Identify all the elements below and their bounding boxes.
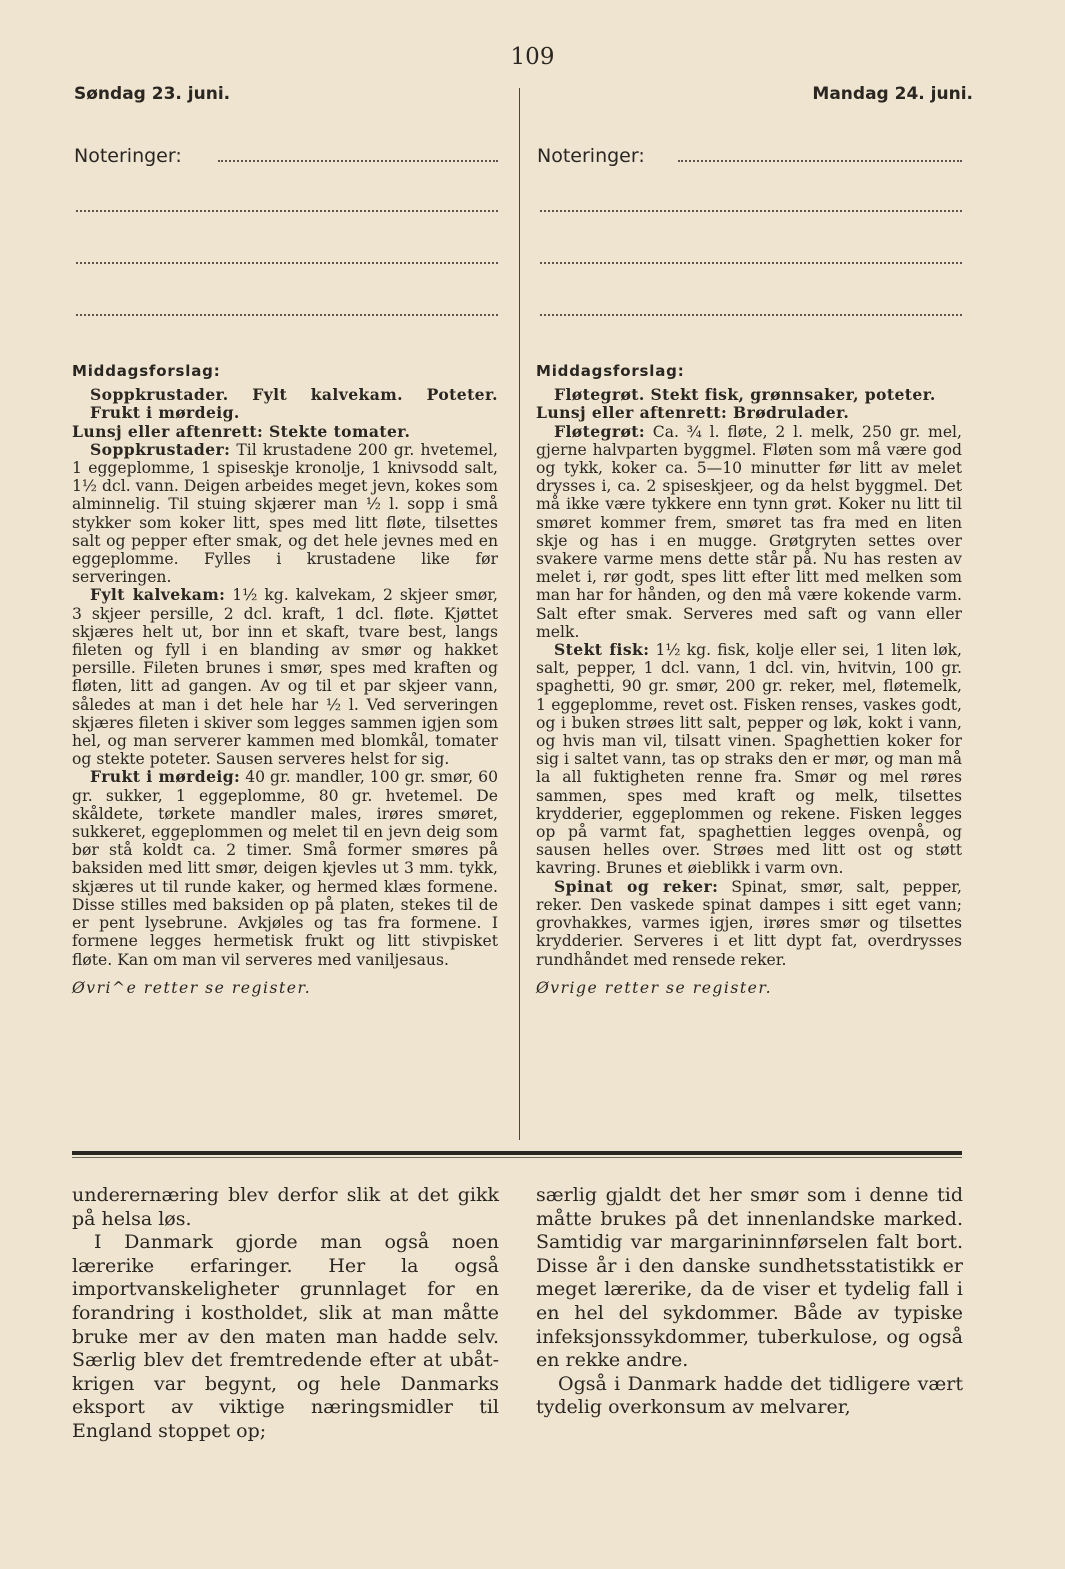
notes-line-right-1 [678,160,962,162]
recipe-text: 1½ kg. kalvekam, 2 skjeer smør, 3 skjeer persille, 2 dcl. kraft, 1 dcl. fløte. Kjøttet skjæres helt ut, bor inn et skaft, tvare best, langs fileten og fyll i en blanding av smør og hakket persille. Fileten brunes i smør, spes med kraften og fløten, litt ad gangen. Av og til et par skjeer vann, således at man i det hele har ½ l. Ved serveringen skjæres fileten i skiver som legges sammen igjen som hel, og man serverer kammen med blomkål, tomater og stekte poteter. Sausen serveres helst for sig. [72,586,498,769]
essay-paragraph: underernæring blev derfor slik at det gikk på helsa løs. [72,1184,499,1230]
notes-label-right: Noteringer: [537,145,645,167]
notes-line-right-4 [540,314,962,316]
recipe-column-left [72,362,498,997]
register-note: Øvri^e retter se register. [72,978,312,997]
notes-line-left-4 [76,314,498,316]
column-divider [519,88,520,1140]
essay-paragraph: I Danmark gjorde man også noen lærerike erfaringer. Her la også importvanskeligheter grunnlaget for en forandring i kostholdet, slik at man måtte bruke mer av den maten man hadde selv. Særlig blev det fremtredende efter at ubåt-krigen var begynt, og hele Danmarks eksport av viktige næringsmidler til England stoppet op; [72,1231,499,1442]
recipe-text: 40 gr. mandler, 100 gr. smør, 60 gr. sukker, 1 eggeplomme, 80 gr. hvetemel. De skåldete, tørkete mandler males, irøres smøret, sukkeret, eggeplommen og melet til en jevn deig som bør stå koldt ca. 2 timer. Små former smøres på baksiden med litt smør, deigen kjevles ut 3 mm. tykk, skjæres ut til runde kaker, og hermed klæs formene. Disse stilles med baksiden op på platen, stekes til de er pent lysebrune. Avkjøles og tas fra formene. I formene legges hermetisk frukt og litt stivpisket fløte. Kan om man vil serveres med vaniljesaus. [72,768,498,969]
recipe [536,878,962,969]
recipe-text: Til krustadene 200 gr. hvetemel, 1 eggeplomme, 1 spiseskje kronolje, 1 knivsodd salt, 1½ dcl. vann. Deigen arbeides meget jevn, kokes som alminnelig. Til stuing skjærer man ½ l. sopp i små stykker som koker litt, spes med litt fløte, tilsettes salt og pepper efter smak, og det hele jevnes med en eggeplomme. Fylles i krustadene like før serveringen. [72,440,498,587]
register-note: Øvrige retter se register. [536,978,773,997]
recipe [536,423,962,641]
recipe [72,586,498,768]
recipe-column-right [536,362,962,997]
dinner-suggestion: Soppkrustader. Fylt kalvekam. Poteter. Frukt i mørdeig. [90,385,498,423]
dinner-suggestion-heading: Middagsforslag: [72,362,221,380]
day-heading-sunday: Søndag 23. juni. [74,84,231,104]
recipe-title: Fløtegrøt: [554,421,645,441]
page-number: 109 [510,44,555,70]
recipe-title: Soppkrustader: [90,439,231,459]
recipe-title: Frukt i mørdeig: [90,767,241,787]
recipe [536,641,962,878]
recipe-text: Ca. ¾ l. fløte, 2 l. melk, 250 gr. mel, gjerne halvparten byggmel. Fløten som må være god og tykk, koker ca. 5—10 minutter før litt av melet drysses i, ca. 2 spiseskjeer, og da helst byggmel. Det må ikke være tykkere enn tynn grøt. Koker nu litt til smøret kommer frem, smøret tas fra med en liten skje og has i en mugge. Grøtgryten settes over svakere varme mens dette står på. Nu has resten av melet i, rør godt, spes litt efter litt med melken som man har for hånden, og den må være kokende varm. Salt efter smak. Serveres med saft og vann eller melk. [536,422,962,641]
recipe-title: Fylt kalvekam: [90,585,226,605]
essay-column-right [536,1184,963,1420]
recipe-text: Spinat, smør, salt, pepper, reker. Den vaskede spinat dampes i sitt eget vann; grovhakkes, varmes igjen, irøres smør og tilsettes krydderier. Serveres i et litt dypt fat, overdrysses rundhåndet med rensede reker. [536,877,962,969]
lunch-suggestion: Lunsj eller aftenrett: Stekte tomater. [72,421,411,441]
notes-line-left-2 [76,210,498,212]
essay-paragraph: særlig gjaldt det her smør som i denne tid måtte brukes på det innenlandske marked. Samtidig var margarininnførselen falt bort. Disse år i den danske sundhetsstatistikk er meget lærerike, da de viser et tydelig fall i en hel del sykdommer. Både av typiske infeksjonssykdommer, tuberkulose, og også en rekke andre. [536,1184,963,1372]
day-heading-monday: Mandag 24. juni. [812,84,973,104]
section-rule-thin [72,1157,962,1158]
notes-line-right-3 [540,262,962,264]
lunch-suggestion: Lunsj eller aftenrett: Brødrulader. [536,403,850,423]
section-rule [72,1151,962,1155]
notes-line-left-1 [218,160,498,162]
notes-line-right-2 [540,210,962,212]
recipe-title: Stekt fisk: [554,640,650,660]
dinner-suggestion: Fløtegrøt. Stekt fisk, grønnsaker, poteter. [554,385,936,405]
dinner-suggestion-heading: Middagsforslag: [536,362,685,380]
recipe-title: Spinat og reker: [554,876,719,896]
recipe-text: 1½ kg. fisk, kolje eller sei, 1 liten løk, salt, pepper, 1 dcl. vann, 1 dcl. vin, hvitvin, 100 gr. spaghetti, 90 gr. smør, 200 gr. reker, mel, fløtemelk, 1 eggeplomme, revet ost. Fisken renses, vaskes godt, og i buken strøes litt salt, pepper og løk, kokt i vann, og hvis man vil, tilsatt vinen. Spaghettien koker for sig i saltet vann, tas op straks den er mør, og man må la all fuktigheten renne fra. Smør og mel røres sammen, spes med kraft og melk, tilsettes krydderier, eggeplommen og rekene. Fisken legges op på varmt fat, spaghettien legges ovenpå, og sausen helles over. Strøes med litt ost og støtt kavring. Brunes et øieblikk i varm ovn. [536,641,962,878]
notes-label-left: Noteringer: [74,145,182,167]
notes-line-left-3 [76,262,498,264]
recipe [72,441,498,587]
essay-paragraph: Også i Danmark hadde det tidligere vært tydelig overkonsum av melvarer, [536,1372,963,1419]
essay-column-left [72,1184,499,1444]
recipe [72,768,498,968]
